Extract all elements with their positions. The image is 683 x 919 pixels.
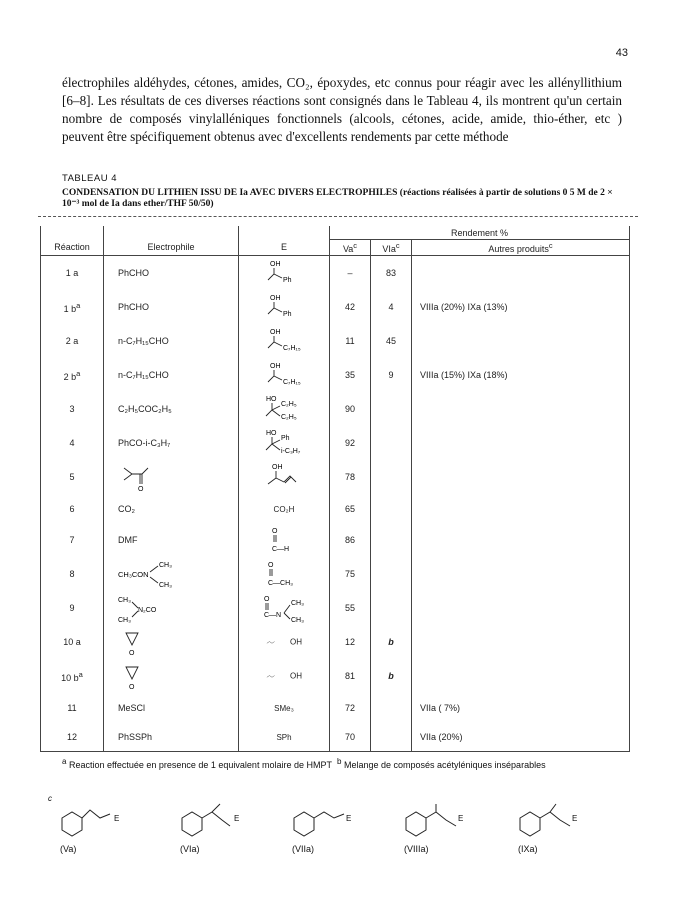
table-row: [41, 494, 630, 523]
cell-electrophile: MeSCl: [104, 693, 239, 722]
cell-reaction: 1 a: [41, 256, 104, 291]
cell-electrophile: [104, 557, 239, 591]
table-row: [41, 591, 630, 625]
cell-autres: [412, 460, 630, 494]
cell-via: [371, 494, 412, 523]
cell-va: 55: [330, 591, 371, 625]
svg-text:HO: HO: [266, 396, 277, 403]
table-row: [41, 290, 630, 324]
svg-text:Ph: Ph: [283, 311, 292, 318]
cell-autres: [412, 591, 630, 625]
cell-via: [371, 426, 412, 460]
structure-icon: [256, 258, 312, 288]
cell-e: SMe₃: [239, 693, 330, 722]
cell-electrophile: [104, 659, 239, 693]
cell-reaction: 11: [41, 693, 104, 722]
cell-autres: [412, 659, 630, 693]
cell-va: 92: [330, 426, 371, 460]
epoxide-structure-icon: [118, 627, 174, 657]
cell-autres: [412, 324, 630, 358]
svg-text:CH₃: CH₃: [159, 582, 172, 589]
cell-electrophile: [104, 625, 239, 659]
header-electrophile: Electrophile: [104, 240, 239, 256]
header-rendement: Rendement %: [330, 226, 630, 240]
molecule-label: (VIIIa): [404, 844, 429, 854]
substituent-label: E: [458, 814, 464, 823]
table-row: [41, 460, 630, 494]
cell-e: [239, 324, 330, 358]
cell-e: SPh: [239, 722, 330, 752]
svg-text:C₇H₁₅: C₇H₁₅: [283, 379, 301, 386]
cell-via: [371, 557, 412, 591]
cell-via: b: [371, 659, 412, 693]
cell-electrophile: [104, 460, 239, 494]
top-dashed-rule: [38, 216, 638, 217]
cell-autres: [412, 523, 630, 557]
footnotes: [62, 756, 632, 771]
svg-text:Ph: Ph: [283, 277, 292, 284]
cell-reaction: 7: [41, 523, 104, 557]
cell-va: 11: [330, 324, 371, 358]
header-via: VIa$^c$: [371, 240, 412, 256]
table-row: [41, 625, 630, 659]
molecule-icon: [168, 800, 248, 846]
cell-via: [371, 460, 412, 494]
molecule-label: (VIa): [180, 844, 200, 854]
cell-autres: [412, 256, 630, 291]
svg-text:OH: OH: [270, 329, 281, 336]
svg-text:C—N: C—N: [264, 612, 282, 619]
structure-icon: [256, 428, 312, 458]
cell-electrophile: PhCO-i-C₃H₇: [104, 426, 239, 460]
table-title: TABLEAU 4: [62, 173, 118, 184]
table-body: [41, 256, 630, 752]
cell-electrophile: PhCHO: [104, 290, 239, 324]
cell-autres: VIIa (20%): [412, 722, 630, 752]
svg-text:C—H: C—H: [272, 546, 290, 553]
results-table: [40, 226, 630, 752]
svg-text:O: O: [138, 486, 144, 492]
cell-va: –: [330, 256, 371, 291]
cell-via: 83: [371, 256, 412, 291]
cell-reaction: 2 $b^a$: [41, 358, 104, 392]
svg-text:C—CH₃: C—CH₃: [268, 580, 294, 587]
cell-e: CO₂H: [239, 494, 330, 523]
table-row: [41, 693, 630, 722]
cell-e: [239, 290, 330, 324]
cell-via: [371, 591, 412, 625]
svg-text:O: O: [272, 528, 278, 535]
cell-via: 9: [371, 358, 412, 392]
cell-reaction: 1 $b^a$: [41, 290, 104, 324]
cell-autres: [412, 494, 630, 523]
header-va: Va$^c$: [330, 240, 371, 256]
cell-electrophile: [104, 591, 239, 625]
svg-text:O: O: [268, 562, 274, 569]
cell-va: 90: [330, 392, 371, 426]
cell-autres: [412, 392, 630, 426]
cell-e: OH: [239, 625, 330, 659]
chain-structure-icon: [266, 627, 290, 657]
cell-e: [239, 591, 330, 625]
molecule-icon: [392, 800, 472, 846]
svg-text:C₂H₅: C₂H₅: [281, 414, 297, 421]
svg-text:O: O: [129, 684, 135, 691]
intro-paragraph: électrophiles aldéhydes, cétones, amides, CO₂, époxydes, etc connus pour réagir avec les allényllithium [6–8]. Les résultats de ces diverses réactions sont consignés dans le Tableau 4, ils montrent qu'un certain nombre de composés vinylalléniques fonctionnels (alcools, cétones, acide, amide, thio-éther, etc ) peuvent être spécifiquement obtenus avec d'excellents rendements par cette méthode: [62, 75, 622, 144]
cell-va: 65: [330, 494, 371, 523]
cell-va: 70: [330, 722, 371, 752]
cell-autres: [412, 625, 630, 659]
cell-e: [239, 557, 330, 591]
cell-autres: VIIIa (15%) IXa (18%): [412, 358, 630, 392]
cell-va: 81: [330, 659, 371, 693]
enone-structure-icon: [118, 462, 174, 492]
svg-text:O: O: [264, 596, 270, 603]
structure-icon: [256, 462, 312, 492]
structure-icon: [256, 394, 312, 424]
svg-text:CH₃: CH₃: [159, 562, 172, 569]
cell-autres: [412, 557, 630, 591]
substituent-label: E: [234, 814, 240, 823]
molecule-icon: [280, 800, 360, 846]
cell-electrophile: CO₂: [104, 494, 239, 523]
header-e: E: [239, 240, 330, 256]
page-number: 43: [615, 47, 628, 59]
cell-via: 4: [371, 290, 412, 324]
cell-electrophile: DMF: [104, 523, 239, 557]
table-row: [41, 557, 630, 591]
svg-text:OH: OH: [270, 363, 281, 370]
structure-icon: [256, 326, 312, 356]
cell-electrophile: C₂H₅COC₂H₅: [104, 392, 239, 426]
substituent-label: E: [346, 814, 352, 823]
cell-reaction: 9: [41, 591, 104, 625]
svg-text:CH₃: CH₃: [118, 617, 131, 623]
molecule-label: (IXa): [518, 844, 538, 854]
table-row: [41, 256, 630, 291]
table-row: [41, 324, 630, 358]
svg-text:HO: HO: [266, 430, 277, 437]
dmac-structure-icon: [118, 559, 198, 589]
cell-reaction: 10 a: [41, 625, 104, 659]
cell-autres: VIIa ( 7%): [412, 693, 630, 722]
structure-icon: [256, 593, 312, 623]
cell-va: 86: [330, 523, 371, 557]
cell-reaction: 2 a: [41, 324, 104, 358]
cell-electrophile: n-C₇H₁₅CHO: [104, 358, 239, 392]
svg-text:O: O: [129, 650, 135, 657]
cell-reaction: 3: [41, 392, 104, 426]
cell-reaction: 6: [41, 494, 104, 523]
cell-reaction: 5: [41, 460, 104, 494]
cell-va: 42: [330, 290, 371, 324]
molecule-label: (VIIa): [292, 844, 315, 854]
cell-electrophile: PhSSPh: [104, 722, 239, 752]
structure-icon: [256, 525, 312, 555]
epoxide-structure-icon: [118, 661, 174, 691]
structure-icon: [256, 360, 312, 390]
molecule-icon: [506, 800, 586, 846]
svg-text:CH₃: CH₃: [118, 597, 131, 604]
svg-text:C₂H₅: C₂H₅: [281, 401, 297, 408]
cell-e: [239, 358, 330, 392]
cell-autres: [412, 426, 630, 460]
cell-e: [239, 523, 330, 557]
cell-e: [239, 392, 330, 426]
svg-text:OH: OH: [270, 261, 281, 268]
cell-reaction: 10 $b^a$: [41, 659, 104, 693]
cell-e: [239, 460, 330, 494]
svg-text:OH: OH: [272, 464, 283, 471]
cell-via: b: [371, 625, 412, 659]
molecule-icon: [48, 800, 128, 846]
header-reaction: Réaction: [41, 240, 104, 256]
svg-text:C₇H₁₅: C₇H₁₅: [283, 345, 301, 352]
cell-electrophile: n-C₇H₁₅CHO: [104, 324, 239, 358]
cell-via: [371, 523, 412, 557]
cell-e: OH: [239, 659, 330, 693]
cell-via: 45: [371, 324, 412, 358]
cell-va: 12: [330, 625, 371, 659]
structure-icon: [256, 292, 312, 322]
substituent-label: E: [114, 814, 120, 823]
cell-va: 72: [330, 693, 371, 722]
cell-reaction: 8: [41, 557, 104, 591]
table-row: [41, 659, 630, 693]
footnote-mark: c: [48, 794, 52, 803]
cell-va: 35: [330, 358, 371, 392]
svg-text:OH: OH: [270, 295, 281, 302]
svg-text:CH₃: CH₃: [291, 600, 304, 607]
cell-reaction: 4: [41, 426, 104, 460]
cell-via: [371, 693, 412, 722]
svg-text:CH₃: CH₃: [291, 617, 304, 623]
cell-va: 78: [330, 460, 371, 494]
substituent-label: E: [572, 814, 578, 823]
molecule-label: (Va): [60, 844, 77, 854]
cell-e: [239, 256, 330, 291]
cell-e: [239, 426, 330, 460]
table-row: [41, 392, 630, 426]
structure-icon: [256, 559, 312, 589]
dmcc-structure-icon: [118, 593, 198, 623]
svg-text:i-C₃H₇: i-C₃H₇: [281, 448, 301, 455]
cell-va: 75: [330, 557, 371, 591]
table-row: [41, 426, 630, 460]
svg-text:CH₃CON: CH₃CON: [118, 570, 149, 579]
cell-via: [371, 722, 412, 752]
cell-autres: VIIIa (20%) IXa (13%): [412, 290, 630, 324]
footnote-a: $^a$ Reaction effectuée en presence de 1 equivalent molaire de HMPT $^b$ Melange de composés acétyléniques inséparables: [62, 757, 546, 770]
chain-structure-icon: [266, 661, 290, 691]
svg-text:Ph: Ph: [281, 435, 290, 442]
cell-reaction: 12: [41, 722, 104, 752]
header-autres: Autres produits$^c$: [412, 240, 630, 256]
table-row: [41, 523, 630, 557]
cell-via: [371, 392, 412, 426]
cell-electrophile: PhCHO: [104, 256, 239, 291]
svg-text:N₂CO: N₂CO: [138, 607, 157, 614]
table-row: [41, 358, 630, 392]
table-row: [41, 722, 630, 752]
table-caption: CONDENSATION DU LITHIEN ISSU DE Ia AVEC DIVERS ELECTROPHILES (réactions réalisées à partir de solutions 0 5 M de 2 × 10⁻³ mol de Ia dans ether/THF 50/50): [62, 188, 613, 209]
